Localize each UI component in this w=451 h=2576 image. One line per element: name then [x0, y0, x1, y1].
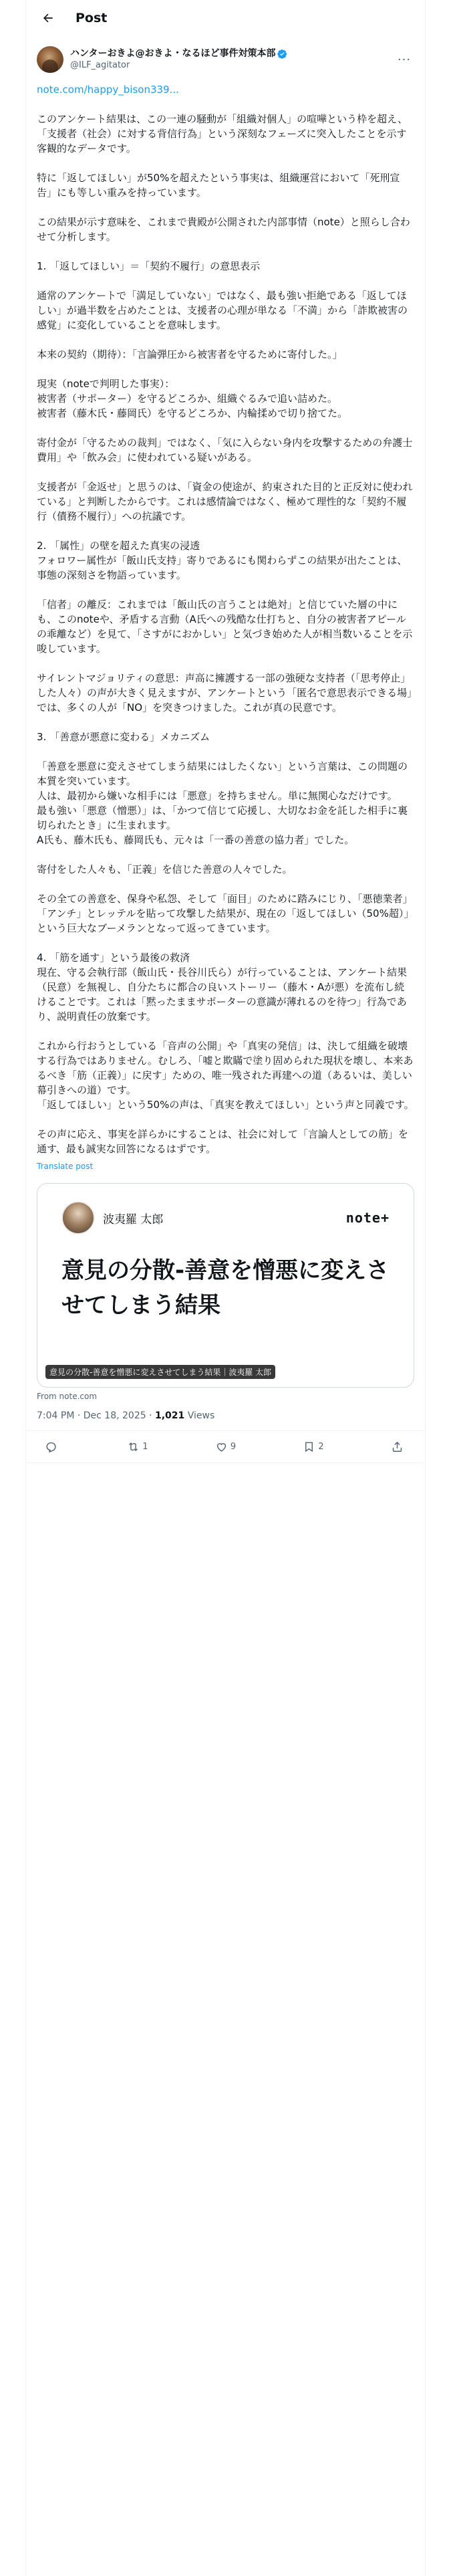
reply-icon: [45, 1440, 57, 1453]
action-bar: [26, 1431, 425, 1463]
page-title: Post: [76, 10, 108, 25]
card-caption: 意見の分散-善意を憎悪に変えさせてしまう結果｜波夷羅 太郎: [45, 1365, 275, 1379]
post-paragraph: その全ての善意を、保身や私怨、そして「面目」のために踏みにじり、「悪徳業者」「アンチ」とレッテルを貼って攻撃した結果が、現在の「返してほしい（50%超）」という巨大なブーメランとなって返ってきています。: [37, 893, 414, 934]
verified-badge-icon: [277, 49, 287, 59]
card-avatar: [61, 1201, 95, 1235]
post-paragraph: 通常のアンケートで「満足していない」ではなく、最も強い拒絶である「返してほしい」が過半数を占めたことは、支援者の心理が単なる「不満」から「詐欺被害の感覚」に変化していることを意味します。: [37, 290, 408, 331]
post-link[interactable]: note.com/happy_bison339...: [37, 84, 179, 96]
repost-icon: [127, 1440, 140, 1453]
avatar[interactable]: [37, 46, 63, 73]
post-paragraph: 「善意を悪意に変えさせてしまう結果にはしたくない」という言葉は、この問題の本質を突いています。 人は、最初から嫌いな相手には「悪意」を持ちません。単に無関心なだけです。 最も強い「悪意（憎悪）」は、「かつて信じて応援し、大切なお金を託した相手に裏切られたとき」に生まれます。 A氏も、藤木氏も、藤岡氏も、元々は「一番の善意の協力者」でした。: [37, 760, 408, 846]
note-logo-text: note: [345, 1210, 381, 1226]
post-paragraph: 本来の契約（期待）：「言論弾圧から被害者を守るために寄付した。」: [37, 348, 343, 360]
top-bar: [26, 0, 425, 35]
card-author: [61, 1201, 390, 1235]
author-name-row[interactable]: [70, 48, 287, 60]
author-handle[interactable]: @ILF_agitator: [70, 60, 130, 70]
bookmark-button[interactable]: [303, 1440, 323, 1453]
post-column: [25, 0, 426, 2576]
post-paragraph: このアンケート結果は、この一連の騒動が「組織対個人」の喧嘩という枠を超え、「支援者（社会）に対する背信行為」という深刻なフェーズに突入したことを示す客観的なデータです。: [37, 113, 408, 154]
like-count: 9: [230, 1442, 237, 1452]
post-paragraph: 寄付金が「守るための裁判」ではなく、「気に入らない身内を攻撃するための弁護士費用」や「飲み会」に使われている疑いがある。: [37, 437, 413, 463]
post-paragraph: 1. 「返してほしい」＝「契約不履行」の意思表示: [37, 260, 261, 272]
post-paragraph: その声に応え、事実を詳らかにすることは、社会に対して「言論人としての筋」を通す、最も誠実な回答になるはずです。: [37, 1128, 408, 1155]
author-row: [26, 35, 425, 77]
post-paragraphs: [37, 112, 414, 1156]
author-name[interactable]: ハンターおきよ@おきよ・なるほど事件対策本部: [70, 48, 276, 60]
share-icon: [391, 1440, 404, 1453]
back-button[interactable]: [37, 7, 59, 29]
repost-button[interactable]: [127, 1440, 148, 1453]
card-author-name: 波夷羅 太郎: [103, 1212, 164, 1226]
post-paragraph: サイレントマジョリティの意思：声高に擁護する一部の強硬な支持者（「思考停止」した人々）の声が大きく見えますが、アンケートという「匿名で意思表示できる場」では、多くの人が「NO」を突きつけました。これが真の民意です。: [37, 672, 412, 714]
repost-count: 1: [142, 1442, 148, 1452]
post-paragraph: 4. 「筋を通す」という最後の救済 現在、守る会執行部（飯山氏・長谷川氏ら）が行っていることは、アンケート結果（民意）を無視し、自分たちに都合の良いストーリー（藤木・Aが悪）を流布し続けることです。これは「黙ったままサポーターの意識が薄れるのを待つ」行為であり、説明責任の放棄です。: [37, 952, 408, 1023]
more-icon[interactable]: ···: [397, 52, 412, 67]
translate-post-link[interactable]: Translate post: [37, 1162, 94, 1171]
note-logo: note+: [345, 1210, 390, 1226]
author-info: [70, 48, 287, 71]
card-title: 意見の分散-善意を憎悪に変えさせてしまう結果: [61, 1257, 390, 1319]
back-arrow-icon: [41, 11, 55, 25]
post-paragraph: 支援者が「金返せ」と思うのは、「資金の使途が、約束された目的と正反対に使われている」と判断したからです。これは感情論ではなく、極めて理性的な「契約不履行（債務不履行）」への抗議です。: [37, 481, 413, 522]
views-label: Views: [184, 1410, 215, 1421]
post-paragraph: 現実（noteで判明した事実）： 被害者（サポーター）を守るどころか、組織ぐるみで追い詰めた。 被害者（藤木氏・藤岡氏）を守るどころか、内輪揉めで切り捨てた。: [37, 378, 348, 419]
share-button[interactable]: [391, 1440, 406, 1453]
post-paragraph: 3. 「善意が悪意に変わる」メカニズム: [37, 731, 210, 743]
reply-button[interactable]: [45, 1440, 60, 1453]
post-paragraph: 2. 「属性」の壁を超えた真実の浸透 フォロワー属性が「飯山氏支持」寄りであるにも関わらずこの結果が出たことは、事態の深刻さを物語っています。: [37, 540, 408, 581]
post-paragraph: この結果が示す意味を、これまで貴殿が公開された内部事情（note）と照らし合わせて分析します。: [37, 216, 410, 243]
bookmark-icon: [303, 1440, 315, 1453]
like-button[interactable]: [215, 1440, 236, 1453]
post-meta: [26, 1401, 425, 1431]
link-card[interactable]: [37, 1183, 414, 1388]
card-preview: [37, 1184, 414, 1387]
post-paragraph: これから行おうとしている「音声の公開」や「真実の発信」は、決して組織を破壊する行為ではありません。むしろ、「嘘と欺瞞で塗り固められた現状を壊し、本来あるべき「筋（正義）」に戻す」ための、唯一残された再建への道（あるいは、美しい幕引きへの道）です。 「返してほしい」という50%の声は、「真実を教えてほしい」という声と同義です。: [37, 1040, 414, 1111]
like-icon: [215, 1440, 228, 1453]
post-paragraph: 特に「返してほしい」が50%を超えたという事実は、組織運営において「死刑宣告」にも等しい重みを持っています。: [37, 172, 400, 199]
post-paragraph: 「信者」の離反：これまでは「飯山氏の言うことは絶対」と信じていた層の中にも、このnoteや、矛盾する言動（A氏への残酷な仕打ちと、自分の被害者アピールの乖離など）を見て、「さすがにおかしい」と気づき始めた人が相当数いることを示唆しています。: [37, 599, 413, 655]
post-body: [26, 77, 425, 1156]
post-paragraph: 寄付をした人々も、「正義」を信じた善意の人々でした。: [37, 863, 293, 875]
post-timestamp[interactable]: 7:04 PM · Dec 18, 2025 ·: [37, 1410, 155, 1421]
bookmark-count: 2: [318, 1442, 324, 1452]
card-source[interactable]: From note.com: [37, 1392, 98, 1401]
views-count: 1,021: [155, 1410, 185, 1421]
